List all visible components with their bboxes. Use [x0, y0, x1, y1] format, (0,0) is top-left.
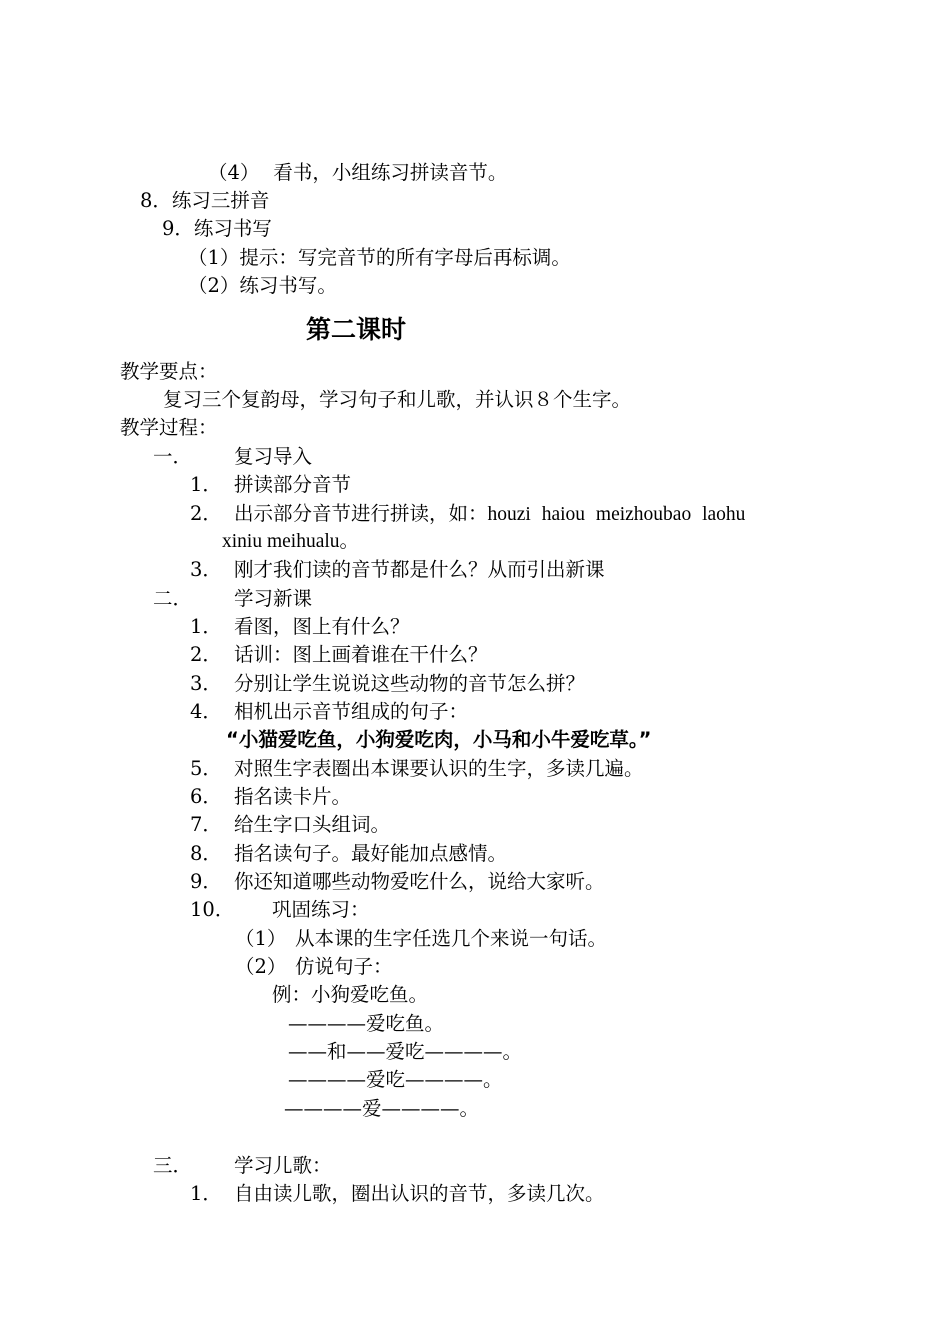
section-3-number: 三．	[153, 1154, 193, 1177]
s2-item-7-text: 给生字口头组词。	[234, 813, 391, 836]
s3-item-1	[190, 1180, 605, 1208]
s1-item-1-number: 1．	[190, 473, 222, 496]
section-3-heading	[153, 1152, 332, 1180]
s2-item-9	[190, 868, 605, 896]
s2-item-7	[190, 811, 390, 839]
s1-item-3-text: 刚才我们读的音节都是什么？从而引出新课	[234, 558, 605, 581]
practice-sub-1-text: 从本课的生字任选几个来说一句话。	[295, 927, 608, 950]
s2-item-4	[190, 698, 468, 726]
practice-sub-1-number: （1）	[235, 927, 287, 950]
s2-item-5-number: 5．	[190, 757, 222, 780]
practice-sub-2	[235, 953, 393, 981]
process-label: 教学过程：	[120, 416, 218, 439]
s1-item-2	[190, 500, 745, 529]
goals-text: 复习三个复韵母，学习句子和儿歌，并认识８个生字。	[163, 388, 632, 411]
s2-item-4-number: 4．	[190, 700, 222, 723]
page-title: 第二课时	[306, 315, 407, 344]
s2-item-7-number: 7．	[190, 813, 222, 836]
s2-item-5	[190, 755, 644, 783]
s2-item-8-number: 8．	[190, 842, 222, 865]
s2-item-2-text: 话训：图上画着谁在干什么？	[234, 643, 488, 666]
s2-item-6-number: 6．	[190, 785, 222, 808]
s1-item-2-text: 出示部分音节进行拼读，如：houzi haiou meizhoubao laohu	[234, 504, 746, 525]
section-3-title: 学习儿歌：	[234, 1154, 332, 1177]
s1-item-2-continuation: xiniu meihualu。	[222, 531, 360, 552]
practice-sub-1	[235, 925, 607, 953]
s1-item-1	[190, 471, 351, 499]
section-2-title: 学习新课	[234, 587, 313, 610]
s1-item-3-number: 3．	[190, 558, 222, 581]
s2-item-2	[190, 641, 488, 669]
s2-item-10-text: 巩固练习：	[272, 898, 370, 921]
section-1-number: 一．	[153, 445, 193, 468]
item-8-line: 8．练习三拼音	[140, 189, 270, 212]
step-4-text: 看书，小组练习拼读音节。	[273, 161, 508, 184]
s2-item-8	[190, 840, 507, 868]
pattern-line-1: ————爱吃鱼。	[288, 1012, 445, 1035]
s2-item-3-number: 3．	[190, 672, 222, 695]
section-2-heading	[153, 585, 312, 613]
goals-label: 教学要点：	[120, 360, 218, 383]
s2-item-6	[190, 783, 351, 811]
s2-item-5-text: 对照生字表圈出本课要认识的生字，多读几遍。	[234, 757, 644, 780]
s3-item-1-text: 自由读儿歌，圈出认识的音节，多读几次。	[234, 1182, 605, 1205]
s2-item-9-number: 9．	[190, 870, 222, 893]
s2-item-1	[190, 613, 410, 641]
s2-item-10	[190, 896, 370, 924]
item-9-sub-2: （2）练习书写。	[188, 274, 337, 297]
pattern-line-2: ——和——爱吃————。	[288, 1040, 523, 1063]
s2-item-10-number: 10．	[190, 898, 235, 921]
s2-item-3	[190, 670, 585, 698]
s2-item-6-text: 指名读卡片。	[234, 785, 352, 808]
step-4-number: （4）	[208, 161, 260, 184]
s2-item-2-number: 2．	[190, 643, 222, 666]
item-9-line: 9．练习书写	[162, 217, 272, 240]
practice-sub-2-number: （2）	[235, 955, 287, 978]
example-sentence: “小猫爱吃鱼，小狗爱吃肉，小马和小牛爱吃草。”	[226, 728, 652, 751]
s1-item-3	[190, 556, 605, 584]
s2-item-1-text: 看图，图上有什么？	[234, 615, 410, 638]
s1-item-2-number: 2．	[190, 502, 222, 525]
item-9-sub-1: （1）提示：写完音节的所有字母后再标调。	[188, 246, 571, 269]
s1-item-1-text: 拼读部分音节	[234, 473, 352, 496]
practice-sub-2-text: 仿说句子：	[295, 955, 393, 978]
pattern-line-3: ————爱吃————。	[288, 1068, 503, 1091]
s2-item-3-text: 分别让学生说说这些动物的音节怎么拼？	[234, 672, 586, 695]
section-2-number: 二．	[153, 587, 193, 610]
s2-item-8-text: 指名读句子。最好能加点感情。	[234, 842, 508, 865]
s3-item-1-number: 1．	[190, 1182, 222, 1205]
section-1-heading	[153, 443, 312, 471]
step-4-line	[208, 159, 507, 187]
pattern-line-4: ————爱————。	[284, 1097, 480, 1120]
s2-item-9-text: 你还知道哪些动物爱吃什么，说给大家听。	[234, 870, 605, 893]
s2-item-4-text: 相机出示音节组成的句子：	[234, 700, 469, 723]
s2-item-1-number: 1．	[190, 615, 222, 638]
section-1-title: 复习导入	[234, 445, 313, 468]
practice-example: 例：小狗爱吃鱼。	[272, 983, 429, 1006]
